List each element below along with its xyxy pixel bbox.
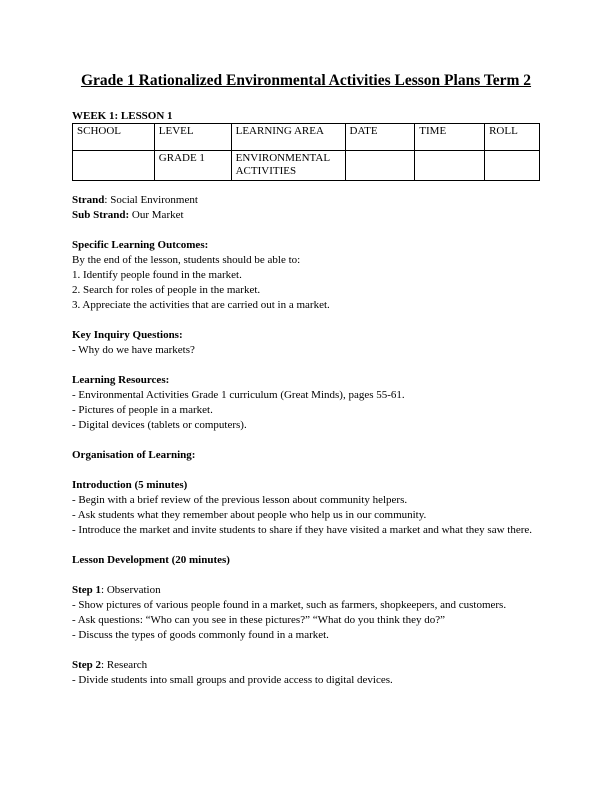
strand-value: : Social Environment	[104, 194, 198, 206]
development-heading: Lesson Development (20 minutes)	[72, 554, 230, 566]
list-item: - Begin with a brief review of the previous lesson about community helpers.	[72, 494, 408, 506]
outcomes-intro: By the end of the lesson, students should be able to:	[72, 254, 301, 266]
cell-learning-area: ENVIRONMENTAL ACTIVITIES	[231, 151, 345, 181]
step2-line	[72, 658, 542, 673]
lesson-body	[72, 193, 542, 688]
list-item: 2. Search for roles of people in the market.	[72, 284, 261, 296]
cell-date	[345, 151, 415, 181]
header-learning-area: LEARNING AREA	[231, 124, 345, 151]
inquiry-heading: Key Inquiry Questions:	[72, 329, 183, 341]
cell-school	[73, 151, 155, 181]
list-item: 3. Appreciate the activities that are carried out in a market.	[72, 299, 330, 311]
header-school: SCHOOL	[73, 124, 155, 151]
list-item: - Discuss the types of goods commonly found in a market.	[72, 629, 329, 641]
list-item: - Ask students what they remember about people who help us in our community.	[72, 509, 427, 521]
sub-strand-line	[72, 208, 542, 223]
list-item: - Introduce the market and invite students to share if they have visited a market and what they saw there.	[72, 524, 533, 536]
list-item: - Show pictures of various people found in a market, such as farmers, shopkeepers, and customers.	[72, 599, 507, 611]
document-title: Grade 1 Rationalized Environmental Activities Lesson Plans Term 2	[80, 72, 532, 89]
step2-value: : Research	[101, 659, 148, 671]
step1-value: : Observation	[101, 584, 161, 596]
sub-strand-label: Sub Strand:	[72, 209, 130, 221]
step1-label: Step 1	[72, 584, 102, 596]
list-item: - Why do we have markets?	[72, 344, 195, 356]
lesson-info-table	[72, 123, 540, 181]
header-time: TIME	[415, 124, 485, 151]
list-item: - Ask questions: “Who can you see in these pictures?” “What do you think they do?”	[72, 614, 445, 626]
step1-line	[72, 583, 542, 598]
step2-label: Step 2	[72, 659, 102, 671]
list-item: 1. Identify people found in the market.	[72, 269, 242, 281]
list-item: - Digital devices (tablets or computers).	[72, 419, 247, 431]
cell-level: GRADE 1	[154, 151, 231, 181]
sub-strand-value: Our Market	[129, 209, 184, 221]
list-item: - Pictures of people in a market.	[72, 404, 213, 416]
week-label: WEEK 1: LESSON 1	[72, 110, 173, 122]
list-item: - Divide students into small groups and provide access to digital devices.	[72, 674, 393, 686]
cell-time	[415, 151, 485, 181]
header-roll: ROLL	[485, 124, 540, 151]
header-level: LEVEL	[154, 124, 231, 151]
outcomes-heading: Specific Learning Outcomes:	[72, 239, 209, 251]
cell-roll	[485, 151, 540, 181]
list-item: - Environmental Activities Grade 1 curriculum (Great Minds), pages 55-61.	[72, 389, 405, 401]
organisation-heading: Organisation of Learning:	[72, 449, 196, 461]
header-date: DATE	[345, 124, 415, 151]
table-header-row	[73, 124, 540, 151]
introduction-heading: Introduction (5 minutes)	[72, 479, 188, 491]
table-row	[73, 151, 540, 181]
strand-line	[72, 193, 542, 208]
resources-heading: Learning Resources:	[72, 374, 170, 386]
strand-label: Strand	[72, 194, 105, 206]
